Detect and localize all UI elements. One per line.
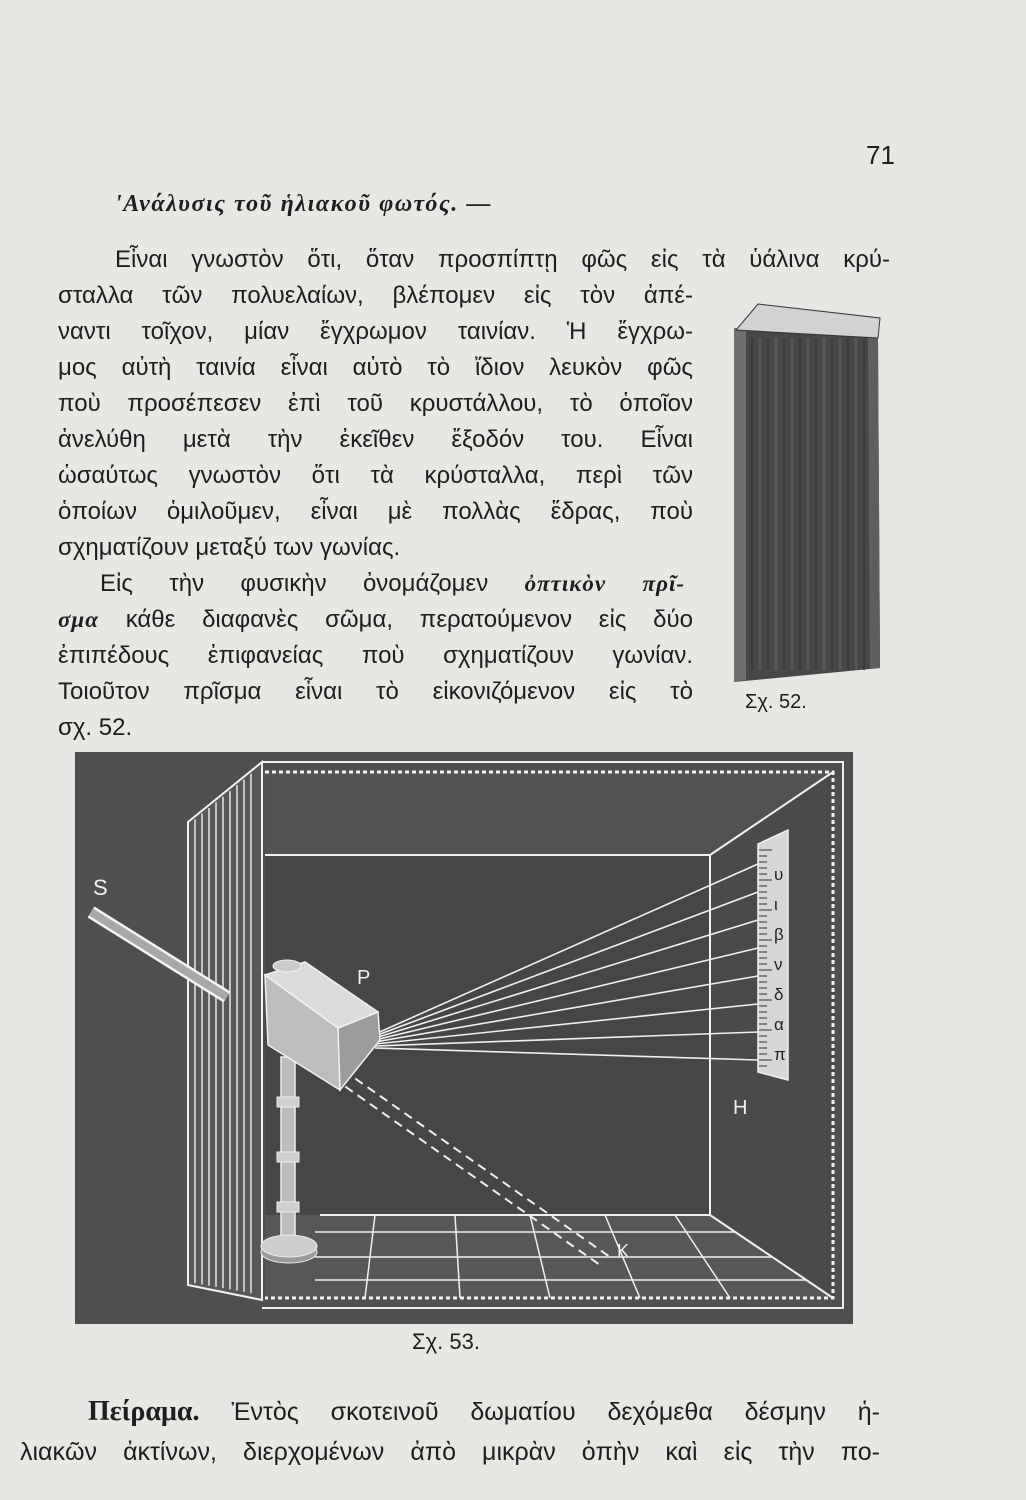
figure-52-prism	[728, 298, 888, 693]
paragraph-1-line: Εἶναι γνωστὸν ὅτι, ὅταν προσπίπτῃ φῶς εἰς τὰ ὑάλινα κρύ-	[115, 246, 890, 273]
figure-53-illustration	[75, 752, 853, 1324]
paragraph-2-text: κάθε διαφανὲς σῶμα, περατούμενον εἰς δύο	[125, 606, 693, 633]
prism-stand-ring	[277, 1202, 299, 1212]
spectrum-label: δ	[774, 985, 784, 1004]
figure-52-caption: Σχ. 52.	[745, 691, 807, 713]
paragraph-2-line: Τοιοῦτον πρῖσμα εἶναι τὸ εἰκονιζόμενον εἰς τὸ	[58, 678, 693, 705]
prism-stand-post	[281, 1057, 295, 1240]
spectrum-label: ι	[774, 895, 778, 914]
term-optical-prism-end: σμα	[58, 607, 99, 632]
paragraph-1-line: ὁποίων ὁμιλοῦμεν, εἶναι μὲ πολλὰς ἕδρας, ποὺ	[58, 498, 693, 525]
experiment-text: Ἐντὸς σκοτεινοῦ δωματίου δεχόμεθα δέσμην ἡ-	[231, 1398, 880, 1426]
experiment-paragraph	[0, 1392, 880, 1472]
prism-stand-ring	[277, 1152, 299, 1162]
spectrum-label: π	[774, 1045, 786, 1064]
section-heading: 'Ανάλυσις τοῦ ἡλιακοῦ φωτός. —	[115, 191, 493, 217]
paragraph-2-text: Εἰς τὴν φυσικὴν ὀνομάζομεν	[100, 570, 489, 597]
figure-53-caption: Σχ. 53.	[412, 1329, 480, 1354]
spectrum-label: ν	[774, 955, 783, 974]
label-prism-p: P	[357, 967, 371, 989]
paragraph-2-line: ἐπιπέδους ἐπιφανείας ποὺ σχηματίζουν γωνίαν.	[58, 642, 693, 669]
spectrum-label: β	[774, 925, 784, 944]
paragraph-1-line: μος αὐτὴ ταινία εἶναι αὐτὸ τὸ ἴδιον λευκὸν φῶς	[58, 354, 693, 381]
experiment-line: λιακῶν ἀκτίνων, διερχομένων ἀπὸ μικρὰν ὀπὴν καὶ εἰς τὴν πο-	[20, 1438, 880, 1466]
experiment-title: Πείραμα.	[88, 1396, 200, 1427]
paragraph-2-line	[100, 566, 685, 602]
page-number: 71	[866, 140, 895, 170]
paragraph-1-line: ναντι τοῖχον, μίαν ἔγχρωμον ταινίαν. Ἡ ἔγχρω-	[58, 318, 693, 345]
experiment-line	[88, 1392, 880, 1432]
prism-stand-base-top	[261, 1235, 317, 1257]
prism-stand-ring	[277, 1097, 299, 1107]
paragraph-2-line	[58, 602, 693, 638]
spectrum-label: υ	[774, 865, 784, 884]
prism-holder	[273, 960, 301, 972]
spectrum-label: α	[774, 1015, 784, 1034]
paragraph-1-line: σταλλα τῶν πολυελαίων, βλέπομεν εἰς τὸν ἀπέ-	[58, 282, 693, 309]
paragraph-1-line: ὡσαύτως γνωστὸν ὅτι τὰ κρύσταλλα, περὶ τῶν	[58, 462, 693, 489]
label-source-s: S	[93, 875, 108, 900]
prism-left-edge	[734, 328, 746, 682]
paragraph-1-line: ἀνελύθη μετὰ τὴν ἐκεῖθεν ἔξοδόν του. Εἶναι	[58, 426, 693, 453]
paragraph-1-line: ποὺ προσέπεσεν ἐπὶ τοῦ κρυστάλλου, τὸ ὁποῖον	[58, 390, 693, 417]
paragraph-2-line: σχ. 52.	[58, 714, 133, 741]
prism-streaks	[752, 338, 864, 670]
label-floor-k: K	[617, 1241, 630, 1261]
term-optical-prism: ὀπτικὸν πρῖ-	[524, 571, 685, 596]
label-screen-h: H	[733, 1097, 748, 1119]
paragraph-1-line: σχηματίζουν μεταξύ των γωνίας.	[58, 534, 401, 561]
prism-right-edge	[868, 337, 880, 669]
